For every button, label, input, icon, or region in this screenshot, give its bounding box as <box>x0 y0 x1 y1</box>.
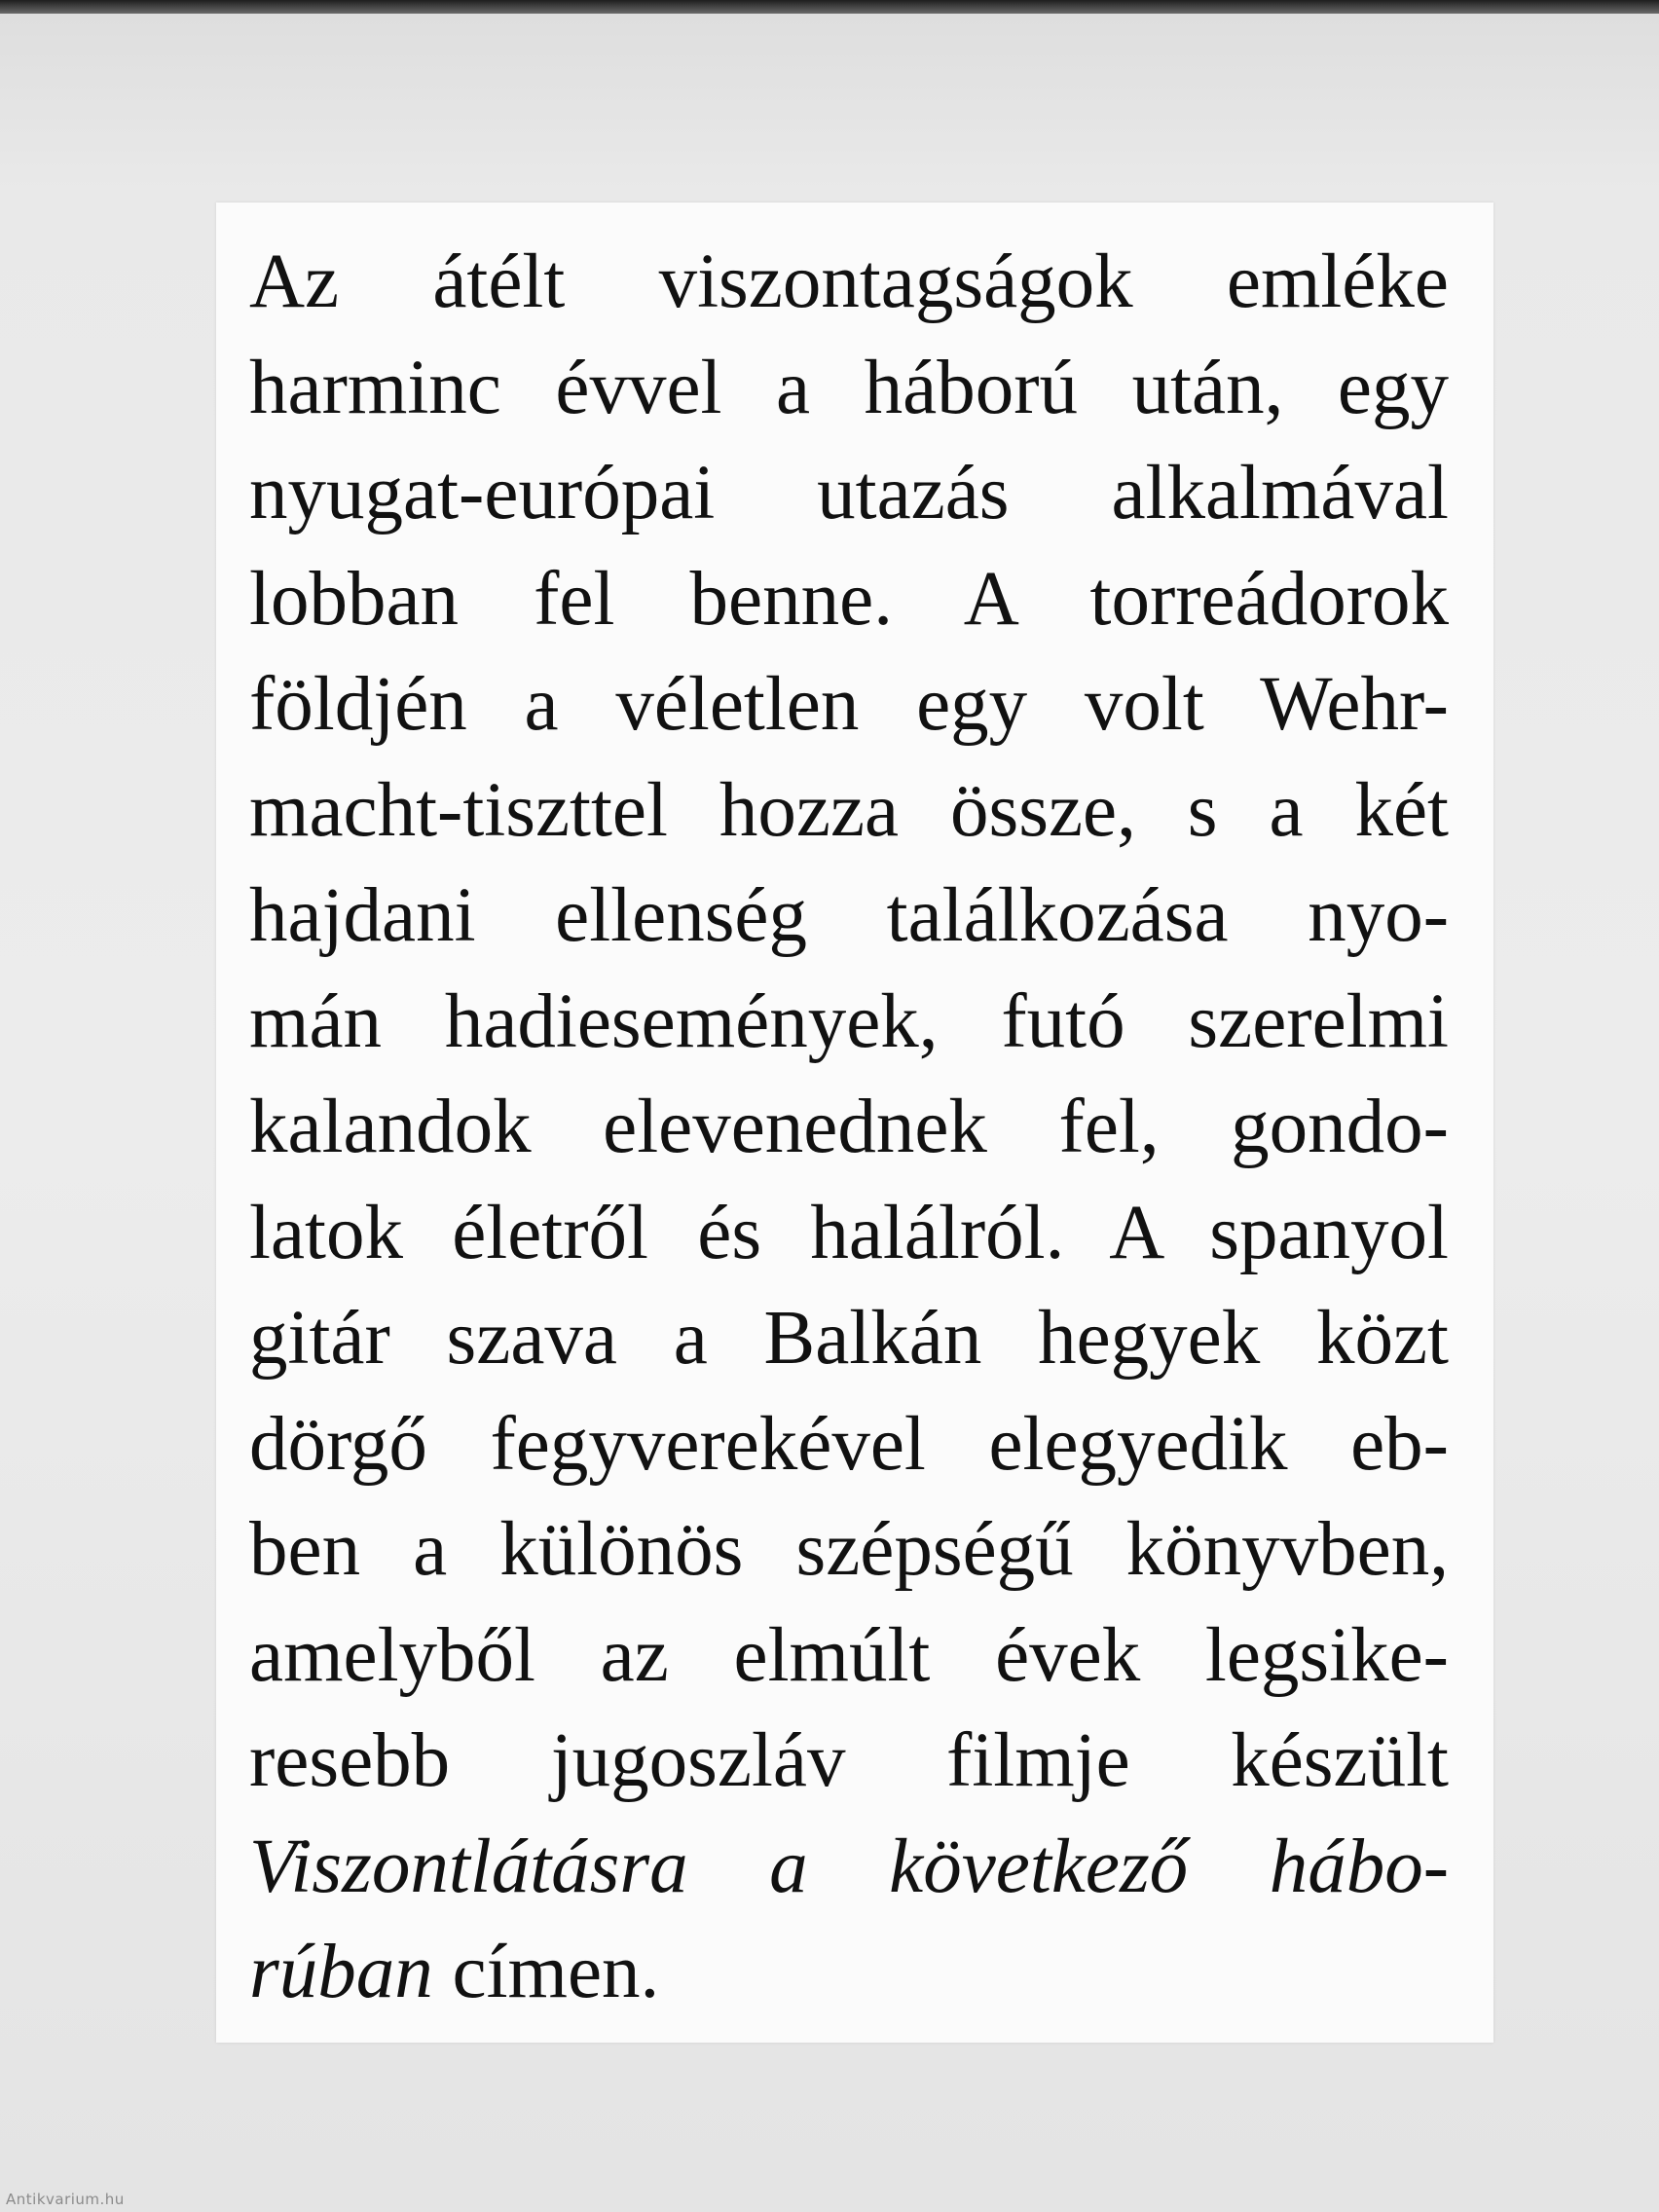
text-line-13: ben a különös szépségű könyvben, <box>249 1507 1449 1592</box>
text-line-12: dörgő fegyverekével elegyedik eb- <box>249 1401 1449 1487</box>
text-line-1: Az átélt viszontagságok emléke <box>249 240 1449 324</box>
text-line-17 <box>249 1920 1449 2026</box>
text-line-15: resebb jugoszláv filmje készült <box>249 1718 1449 1803</box>
text-line-9: kalandok elevenednek fel, gondo- <box>249 1085 1449 1169</box>
text-line-3: nyugat-európai utazás alkalmával <box>249 451 1449 535</box>
text-line-8: mán hadiesemények, futó szerelmi <box>249 978 1449 1064</box>
text-line-16-italic <box>249 1815 1449 1921</box>
body-paragraph <box>249 230 1449 2026</box>
text-line-5: földjén a véletlen egy volt Wehr- <box>249 662 1449 747</box>
top-edge-band <box>0 0 1659 14</box>
text-line-11: gitár szava a Balkán hegyek közt <box>249 1296 1449 1381</box>
film-title-part-1: Viszontlátásra a következő hábo- <box>249 1824 1449 1909</box>
text-line-7: hajdani ellenség találkozása nyo- <box>249 873 1449 958</box>
text-line-2: harminc évvel a háború után, egy <box>249 345 1449 430</box>
text-line-4: lobban fel benne. A torreádorok <box>249 556 1449 642</box>
film-title-part-2: rúban <box>249 1930 433 2014</box>
text-line-6: macht-tiszttel hozza össze, s a két <box>249 767 1449 853</box>
closing-text: címen. <box>432 1930 660 2014</box>
text-card <box>216 203 1493 2043</box>
watermark-text: Antikvarium.hu <box>6 2191 125 2208</box>
text-line-14: amelyből az elmúlt évek legsike- <box>249 1612 1449 1698</box>
text-line-10: latok életről és halálról. A spanyol <box>249 1190 1449 1275</box>
